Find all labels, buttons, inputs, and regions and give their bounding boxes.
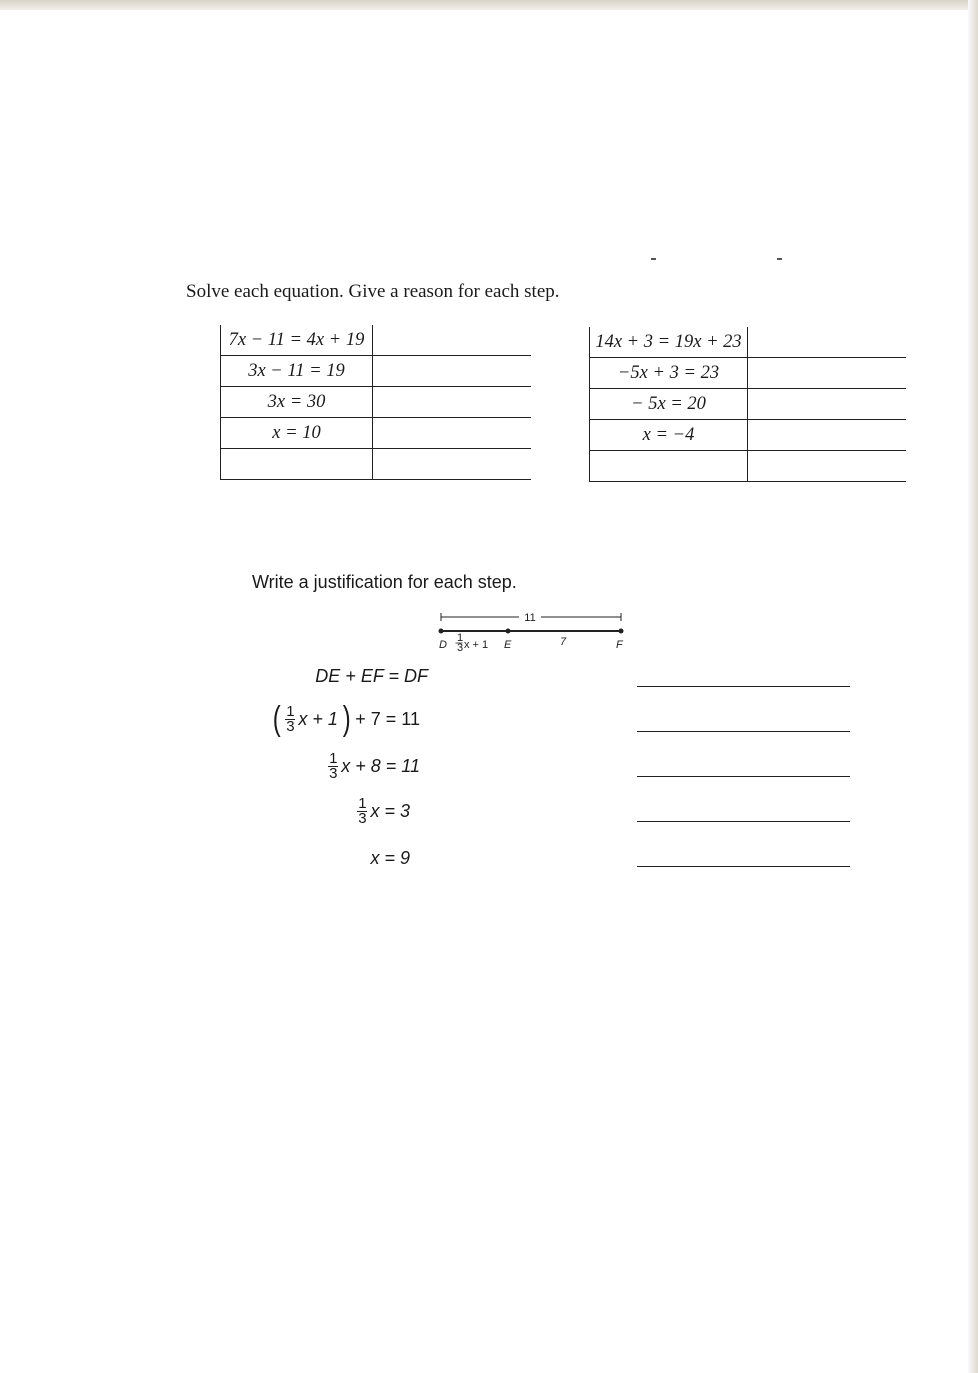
table-row xyxy=(221,387,532,418)
justification-blank-1[interactable] xyxy=(637,686,850,687)
scan-top-edge xyxy=(0,0,978,10)
step-5-text: x = 9 xyxy=(370,848,410,868)
table-row xyxy=(221,449,532,480)
step-cell: −5x + 3 = 23 xyxy=(590,358,748,389)
fraction-one-third xyxy=(285,702,295,735)
frac-numerator: 1 xyxy=(358,795,367,812)
equation-table-b xyxy=(589,327,906,482)
frac-numerator: 1 xyxy=(329,750,338,767)
frac-den: 3 xyxy=(457,642,464,654)
segment-diagram xyxy=(430,604,640,654)
fraction-one-third xyxy=(357,797,367,826)
step-3 xyxy=(328,752,420,781)
frac-num: 1 xyxy=(457,632,464,644)
label-e: E xyxy=(504,639,512,651)
reason-cell[interactable] xyxy=(373,356,532,387)
right-paren: ) xyxy=(342,700,351,738)
left-paren: ( xyxy=(272,700,281,738)
label-f: F xyxy=(616,639,623,651)
step-cell: x = 10 xyxy=(221,418,373,449)
table-row xyxy=(590,389,907,420)
reason-cell[interactable] xyxy=(748,389,907,420)
reason-cell[interactable] xyxy=(373,387,532,418)
point-e xyxy=(506,629,511,634)
step-2-expr: x + 1 xyxy=(298,708,338,729)
scan-right-edge xyxy=(968,0,978,1373)
scan-speck xyxy=(777,258,782,260)
instructions: Solve each equation. Give a reason for each step. xyxy=(186,281,560,302)
table-row xyxy=(221,418,532,449)
reason-cell[interactable] xyxy=(748,358,907,389)
step-cell: x = −4 xyxy=(590,420,748,451)
step-1-text: DE + EF = DF xyxy=(315,666,428,686)
step-4-expr: x = 3 xyxy=(370,801,410,821)
step-cell[interactable] xyxy=(221,449,373,480)
step-cell: 14x + 3 = 19x + 23 xyxy=(590,327,748,358)
table-row xyxy=(590,420,907,451)
segment-de-label: x + 1 xyxy=(464,639,489,651)
segment-ef-label: 7 xyxy=(560,636,567,648)
justification-blank-2[interactable] xyxy=(637,731,850,732)
justification-blank-4[interactable] xyxy=(637,821,850,822)
step-cell: 3x = 30 xyxy=(221,387,373,418)
frac-denominator: 3 xyxy=(358,810,367,827)
table-row xyxy=(590,358,907,389)
total-length-label: 11 xyxy=(524,612,536,624)
step-3-expr: x + 8 = 11 xyxy=(341,756,420,776)
step-cell: 7x − 11 = 4x + 19 xyxy=(221,325,373,356)
reason-cell[interactable] xyxy=(373,449,532,480)
label-d: D xyxy=(439,639,447,651)
fraction-one-third xyxy=(328,752,338,781)
reason-cell[interactable] xyxy=(748,327,907,358)
step-2-rest: + 7 = 11 xyxy=(355,708,420,729)
justification-blank-3[interactable] xyxy=(637,776,850,777)
step-cell[interactable] xyxy=(590,451,748,482)
point-f xyxy=(619,629,624,634)
justification-title: Write a justification for each step. xyxy=(252,572,517,592)
justification-blank-5[interactable] xyxy=(637,866,850,867)
reason-cell[interactable] xyxy=(748,451,907,482)
table-row xyxy=(590,327,907,358)
reason-cell[interactable] xyxy=(748,420,907,451)
table-row xyxy=(221,325,532,356)
frac-denominator: 3 xyxy=(286,717,295,735)
step-1 xyxy=(315,666,428,687)
step-cell: 3x − 11 = 19 xyxy=(221,356,373,387)
justification-steps xyxy=(250,660,450,880)
equation-table-a xyxy=(220,325,531,480)
step-5 xyxy=(370,848,410,869)
point-d xyxy=(439,629,444,634)
step-cell: − 5x = 20 xyxy=(590,389,748,420)
reason-cell[interactable] xyxy=(373,418,532,449)
frac-denominator: 3 xyxy=(329,765,338,782)
scan-speck xyxy=(651,258,656,260)
frac-numerator: 1 xyxy=(286,702,295,720)
table-row xyxy=(221,356,532,387)
step-2 xyxy=(271,700,420,738)
table-row xyxy=(590,451,907,482)
step-4 xyxy=(357,797,410,826)
reason-cell[interactable] xyxy=(373,325,532,356)
